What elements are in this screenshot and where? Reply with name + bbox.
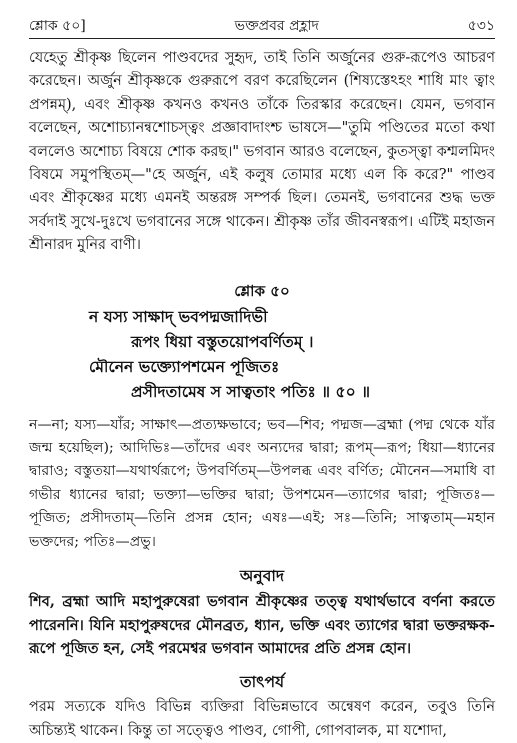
verse-line-3: মৌনেন ভক্ত্যোপশমেন পূজিতঃ — [89, 356, 280, 376]
translation-heading: অনুবাদ — [239, 566, 285, 586]
purport-heading: তাৎপর্য — [239, 672, 285, 692]
sanskrit-verse — [29, 304, 495, 404]
verse-line-2: রূপং ধিয়া বস্তুতয়োপবর্ণিতম্ । — [131, 331, 314, 351]
page-number: ৫৩১ — [467, 18, 495, 34]
book-page — [29, 14, 495, 743]
verse-line-1: ন যস্য সাক্ষাদ্ ভবপদ্মজাদিভী — [89, 306, 268, 326]
word-synonyms: ন—না; যস্য—যাঁর; সাক্ষাৎ—প্রত্যক্ষভাবে; ভব—শিব; পদ্মজ—ব্রহ্মা (পদ্ম থেকে যাঁর জন্ম হয়েছিল); আদিভিঃ—তাঁদের এবং অন্যদের দ্বারা; রূপম্—রূপ; ধিয়া—ধ্যানের দ্বারাও; বস্তুতয়া—যথার্থরূপে; উপবর্ণিতম্—উপলব্ধ এবং বর্ণিত; মৌনেন—সমাধি বা গভীর ধ্যানের দ্বারা; ভক্ত্যা—ভক্তির দ্বারা; উপশমেন—ত্যাগের দ্বারা; পূজিতঃ—পূজিত; প্রসীদতাম্—তিনি প্রসন্ন হোন; এষঃ—এই; সঃ—তিনি; সাত্বতাম্—মহান ভক্তদের; পতিঃ—প্রভু। — [29, 416, 495, 550]
header-verse-ref: শ্লোক ৫০] — [29, 18, 86, 34]
verse-line-4: প্রসীদতামেষ স সাত্বতাং পতিঃ ॥ ৫০ ॥ — [131, 381, 371, 401]
running-header — [29, 14, 495, 39]
header-chapter-title: ভক্তপ্রবর প্রহ্লাদ — [234, 18, 319, 34]
verse-heading: শ্লোক ৫০ — [234, 281, 290, 300]
body-paragraph: যেহেতু শ্রীকৃষ্ণ ছিলেন পাণ্ডবদের সুহৃদ, তাই তিনি অর্জুনের গুরু-রূপেও আচরণ করেছেন। অর্জুন শ্রীকৃষ্ণকে গুরুরূপে বরণ করেছিলেন (শিষ্যস্তেঽহং শাধি মাং ত্বাং প্রপন্নম্), এবং শ্রীকৃষ্ণ কখনও কখনও তাঁকে তিরস্কার করেছেন। যেমন, ভগবান বলেছেন, অশোচ্যানন্বশোচস্ত্বং প্রজ্ঞাবাদাংশ্চ ভাষসে—"তুমি পণ্ডিতের মতো কথা বললেও অশোচ্য বিষয়ে শোক করছ।" ভগবান আরও বলেছেন, কুতস্ত্বা কশ্মলমিদং বিষমে সমুপস্থিতম্—"হে অর্জুন, এই কলুষ তোমার মধ্যে এল কি করে?" পাণ্ডব এবং শ্রীকৃষ্ণের মধ্যে এমনই অন্তরঙ্গ সম্পর্ক ছিল। তেমনই, ভগবানের শুদ্ধ ভক্ত সর্বদাই সুখে-দুঃখে ভগবানের সঙ্গে থাকেন। শ্রীকৃষ্ণ তাঁর জীবনস্বরূপ। এটিই মহাজন শ্রীনারদ মুনির বাণী। — [29, 50, 495, 254]
purport-text: পরম সত্যকে যদিও বিভিন্ন ব্যক্তিরা বিভিন্নভাবে অন্বেষণ করেন, তবুও তিনি অচিন্ত্যই থাকেন। কিন্তু তা সত্ত্বেও পাণ্ডব, গোপী, গোপবালক, মা যশোদা, — [29, 699, 495, 739]
translation-text: শিব, ব্রহ্মা আদি মহাপুরুষেরা ভগবান শ্রীকৃষ্ণের তত্ত্ব যথার্থভাবে বর্ণনা করতে পারেননি। যিনি মহাপুরুষদের মৌনব্রত, ধ্যান, ভক্তি এবং ত্যাগের দ্বারা ভক্তরক্ষক-রূপে পূজিত হন, সেই পরমেশ্বর ভগবান আমাদের প্রতি প্রসন্ন হোন। — [29, 593, 495, 657]
